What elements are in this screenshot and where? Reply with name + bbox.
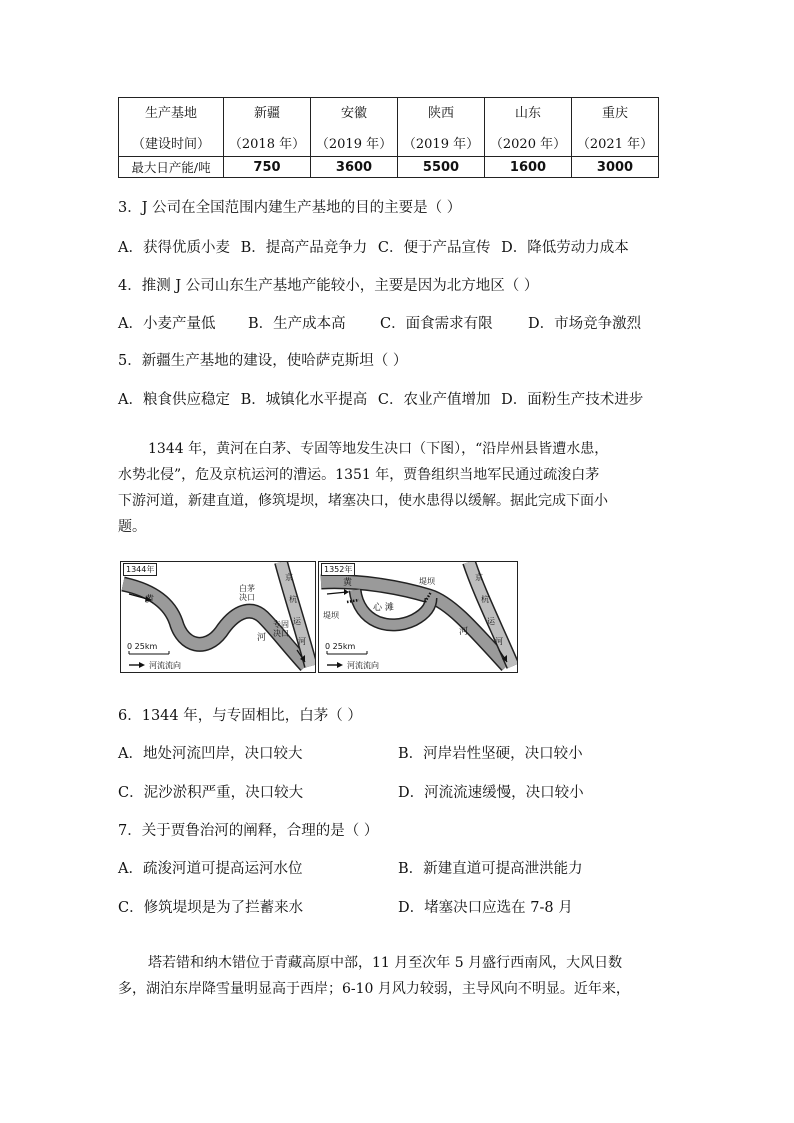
table-row — [119, 157, 659, 178]
option-c[interactable]: C．面食需求有限 — [380, 316, 493, 332]
map-1344 — [120, 561, 316, 673]
breach-label-baimao: 白茅 决口 — [239, 584, 255, 602]
passage-line: 下游河道，新建直道，修筑堤坝，堵塞决口，使水患得以缓解。据此完成下面小 — [118, 493, 608, 509]
option-a[interactable]: A．疏浚河道可提高运河水位 — [118, 861, 303, 877]
river-label: 河 — [459, 627, 469, 637]
passage-lakes — [118, 950, 678, 1002]
table-header-cell: 生产基地 （建设时间） — [119, 98, 224, 157]
passage-line: 1344 年，黄河在白茅、专固等地发生决口（下图），“沿岸州县皆遭水患， — [148, 441, 609, 457]
option-a[interactable]: A．粮食供应稳定 — [118, 392, 230, 408]
passage-line: 题。 — [118, 519, 146, 535]
question-5-stem: 5．新疆生产基地的建设，使哈萨克斯坦（ ） — [118, 353, 408, 369]
option-d[interactable]: D．面粉生产技术进步 — [501, 392, 644, 408]
option-a[interactable]: A．小麦产量低 — [118, 316, 216, 332]
table-header-cell: 山东 （2020 年） — [485, 98, 572, 157]
option-c[interactable]: C．泥沙淤积严重，决口较大 — [118, 785, 304, 801]
map-1352 — [318, 561, 518, 673]
passage-line: 塔若错和纳木错位于青藏高原中部，11 月至次年 5 月盛行西南风，大风日数 — [148, 955, 623, 971]
option-d[interactable]: D．堵塞决口应选在 7-8 月 — [398, 900, 573, 916]
river-label: 河 — [257, 633, 267, 643]
river-label: 黄 — [343, 578, 353, 588]
question-7-stem: 7．关于贾鲁治河的阐释，合理的是（ ） — [118, 823, 379, 839]
option-d[interactable]: D．市场竞争激烈 — [528, 316, 642, 332]
scale-label: 0 25km — [325, 642, 356, 651]
dam-label: 堤坝 — [419, 577, 435, 586]
canal-label: 运 — [487, 617, 495, 626]
river-label: 黄 — [145, 595, 155, 605]
question-6-stem: 6．1344 年，与专固相比，白茅（ ） — [118, 708, 362, 724]
option-b[interactable]: B．生产成本高 — [248, 316, 346, 332]
map-year-label: 1344年 — [123, 563, 157, 576]
option-b[interactable]: B．城镇化水平提高 — [240, 392, 368, 408]
dam-label: 堤坝 — [323, 611, 339, 620]
shoal-label: 心 滩 — [373, 603, 394, 613]
canal-label: 京 — [475, 573, 483, 582]
option-d[interactable]: D．河流流速缓慢，决口较小 — [398, 785, 584, 801]
question-5-options — [118, 388, 649, 409]
table-header-cell: 陕西 （2019 年） — [398, 98, 485, 157]
question-4-stem: 4．推测 J 公司山东生产基地产能较小，主要是因为北方地区（ ） — [118, 278, 539, 294]
table-cell: 3600 — [311, 157, 398, 178]
canal-label: 杭 — [481, 595, 489, 604]
canal-label: 运 — [293, 617, 301, 626]
flow-legend-label: 河流流向 — [347, 661, 379, 670]
option-a[interactable]: A．地处河流凹岸，决口较大 — [118, 746, 303, 762]
option-c[interactable]: C．修筑堤坝是为了拦蓄来水 — [118, 900, 304, 916]
flow-legend-label: 河流流向 — [149, 661, 181, 670]
canal-label: 杭 — [289, 595, 297, 604]
table-header-cell: 重庆 （2021 年） — [572, 98, 659, 157]
question-3-options — [118, 236, 635, 257]
passage-yellow-river — [118, 436, 678, 540]
canal-label: 河 — [298, 637, 306, 646]
passage-line: 水势北侵”，危及京杭运河的漕运。1351 年，贾鲁组织当地军民通过疏浚白茅 — [118, 467, 600, 483]
table-cell: 5500 — [398, 157, 485, 178]
option-b[interactable]: B．河岸岩性坚硬，决口较小 — [398, 746, 583, 762]
breach-label-zhuangu: 专固 决口 — [273, 620, 289, 638]
scale-label: 0 25km — [127, 642, 158, 651]
production-base-table — [118, 97, 659, 178]
passage-line: 多，湖泊东岸降雪量明显高于西岸；6-10 月风力较弱，主导风向不明显。近年来， — [118, 981, 630, 997]
option-a[interactable]: A．获得优质小麦 — [118, 240, 230, 256]
canal-label: 京 — [285, 573, 293, 582]
canal-label: 河 — [495, 637, 503, 646]
option-c[interactable]: C．便于产品宣传 — [377, 240, 491, 256]
table-header-cell: 安徽 （2019 年） — [311, 98, 398, 157]
option-b[interactable]: B．新建直道可提高泄洪能力 — [398, 861, 583, 877]
table-cell: 750 — [224, 157, 311, 178]
map-year-label: 1352年 — [321, 563, 355, 576]
table-cell: 3000 — [572, 157, 659, 178]
table-header-cell: 新疆 （2018 年） — [224, 98, 311, 157]
table-cell: 1600 — [485, 157, 572, 178]
option-d[interactable]: D．降低劳动力成本 — [501, 240, 629, 256]
table-header-row — [119, 98, 659, 157]
option-c[interactable]: C．农业产值增加 — [377, 392, 491, 408]
question-3-stem: 3．J 公司在全国范围内建生产基地的目的主要是（ ） — [118, 200, 462, 216]
option-b[interactable]: B．提高产品竞争力 — [240, 240, 368, 256]
table-row-label: 最大日产能/吨 — [119, 157, 224, 178]
